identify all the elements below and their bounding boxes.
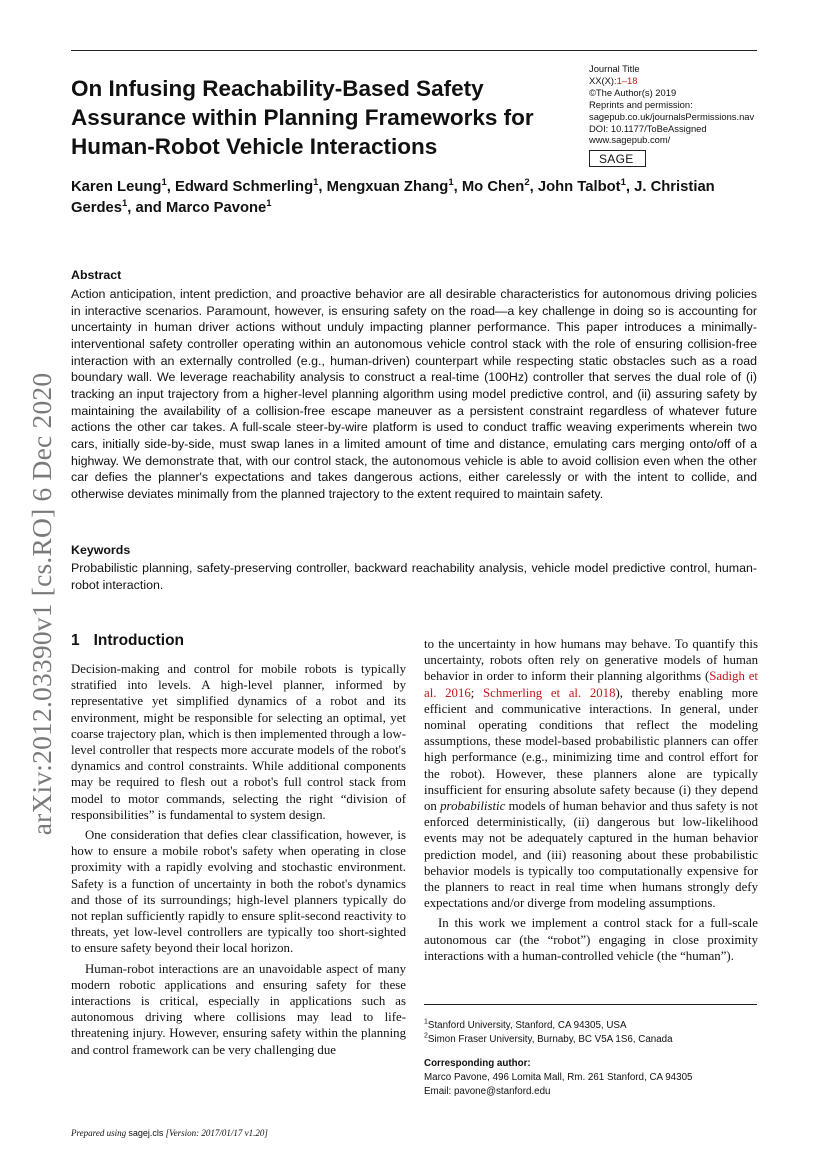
keywords-text: Probabilistic planning, safety-preserving controller, backward reachability analysis, vehicle model predictive control, human-robot interaction. [71, 561, 757, 592]
author-name: Mo Chen [461, 179, 525, 195]
journal-reprints-url: sagepub.co.uk/journalsPermissions.nav [589, 110, 755, 122]
footnote-rule [424, 1004, 757, 1005]
citation-link-schmerling[interactable]: Schmerling et al. 2018 [483, 685, 616, 700]
author-separator: , [529, 179, 538, 195]
header-rule [71, 50, 757, 51]
affiliation-2: $^2$Simon Fraser University, Burnaby, BC V5A 1S6, Canada [424, 1032, 673, 1045]
journal-url: www.sagepub.com/ [589, 134, 671, 146]
author-name: Edward Schmerling [174, 179, 314, 195]
emphasis-probabilistic: probabilistic [440, 799, 506, 814]
journal-doi: DOI: 10.1177/ToBeAssigned [589, 122, 707, 134]
author-affiliation-mark: 1 [161, 177, 167, 189]
section-title: Introduction [93, 632, 185, 649]
journal-title: Journal Title [589, 63, 640, 74]
author-separator: , and [127, 200, 166, 216]
intro-paragraph-1: Decision-making and control for mobile robots is typically stratified into levels. A high-level planner, informed by representative yet simplified dynamics of a robot and its environment, might be responsible for selecting an optimal, yet coarse trajectory plan, which is then implemented through a low-level controller that respects more accurate models of the robot's dynamics and control constraints. While additional components may be required to flesh out a robot's full control stack from model to motor commands, selecting the right “division of responsibilities” is fundamental to system design. [71, 662, 406, 822]
author-name: John Talbot [537, 179, 621, 195]
author-separator: , [318, 179, 327, 195]
intro-paragraph-4: to the uncertainty in how humans may behave. To quantify this uncertainty, robots often rely on generative models of human behavior in order to inform their planning algorithms (Sadigh et al. 2016; Schmerling et al. 2018), thereby enabling more efficient and communicative interactions. In general, under nominal operating conditions that reflect the modeling assumptions, these model-based probabilistic planners can offer high performance (e.g., minimizing time and control effort for the robot). However, these planners alone are typically insufficient for ensuring absolute safety because (i) they depend on probabilistic models of human behavior and thus safety is not enforced deterministically, (ii) dangerous but low-likelihood events may not be adequately captured in the human behavior prediction model, and (iii) reasoning about these probabilistic behavior models is typically too computationally expensive for the planners to react in real time when humans strongly defy expectations and/or diverge from modeling assumptions. [424, 637, 758, 911]
author-name: Karen Leung [71, 179, 162, 195]
abstract-text: Action anticipation, intent prediction, and proactive behavior are all desirable characteristics for autonomous driving policies in interactive scenarios. Paramount, however, is ensuring safety on the road—a key challenge in doing so is accounting for uncertainty in human driver actions without unduly impacting planner performance. This paper introduces a minimally-interventional safety controller operating within an autonomous vehicle control stack with the role of ensuring collision-free interaction with an externally controlled (e.g., human-driven) counterpart while respecting static obstacles such as a road boundary wall. We leverage reachability analysis to construct a real-time (100Hz) controller that serves the dual role of (i) tracking an input trajectory from a higher-level planning algorithm using model predictive control, and (ii) assuring safety by maintaining the availability of a collision-free escape maneuver as a persistent constraint regardless of whatever future actions the other car takes. A full-scale steer-by-wire platform is used to conduct traffic weaving experiments wherein two cars, initially side-by-side, must swap lanes in a limited amount of time and distance, emulating cars merging onto/off of a highway. We demonstrate that, with our control stack, the autonomous vehicle is able to avoid collision even when the other car defies the planner's expectations and takes dangerous actions, either carelessly or with the intent to collide, and otherwise deviates minimally from the planned trajectory to the extent required to maintain safety. [71, 287, 757, 501]
author-affiliation-mark: 1 [448, 177, 454, 189]
sage-logo: SAGE [589, 150, 646, 167]
affiliation-1: $^1$Stanford University, Stanford, CA 94305, USA [424, 1018, 627, 1031]
intro-paragraph-5: In this work we implement a control stack for a full-scale autonomous car (the “robot”) engaging in close proximity interactions with a human-controlled vehicle (the “human”). [424, 916, 758, 963]
journal-info [589, 63, 764, 167]
paper-title: On Infusing Reachability-Based Safety Assurance within Planning Frameworks for Human-Robot Vehicle Interactions [71, 76, 534, 159]
corresponding-author-email[interactable]: Email: pavone@stanford.edu [424, 1086, 551, 1097]
author-affiliation-mark: 1 [266, 198, 272, 210]
abstract-heading: Abstract [71, 268, 122, 282]
prepared-using-footer: Prepared using sagej.cls [Version: 2017/01/17 v1.20] [71, 1128, 268, 1138]
section-heading-introduction [71, 632, 184, 650]
right-column [424, 636, 758, 968]
intro-paragraph-3: Human-robot interactions are an unavoidable aspect of many modern robotic applications and ensuring safety for these interactions is critical, especially in applications such as autonomous driving where collisions may lead to life-threatening injury. However, ensuring safety within the planning and control framework can be very challenging due [71, 961, 406, 1057]
author-separator: , [166, 179, 175, 195]
journal-volume: XX(X):1–18 [589, 74, 638, 86]
author-affiliation-mark: 1 [122, 198, 128, 210]
journal-pages-link[interactable]: 1–18 [616, 74, 638, 86]
footnotes [424, 1019, 759, 1099]
journal-copyright: ©The Author(s) 2019 [589, 86, 677, 98]
section-number: 1 [71, 632, 80, 649]
author-separator: , [625, 179, 635, 195]
author-name: Marco Pavone [165, 200, 267, 216]
author-separator: , [453, 179, 462, 195]
citation-link-sadigh[interactable]: Sadigh et al. 2016 [424, 669, 758, 700]
left-column [71, 661, 406, 1062]
author-affiliation-mark: 1 [313, 177, 319, 189]
author-name: Mengxuan Zhang [326, 179, 449, 195]
author-list [71, 177, 761, 219]
corresponding-author-heading: Corresponding author: [424, 1058, 531, 1069]
keywords-heading: Keywords [71, 543, 131, 557]
journal-reprints: Reprints and permission: [589, 98, 693, 110]
author-affiliation-mark: 2 [524, 177, 530, 189]
author-name: J. Christian Gerdes [71, 179, 715, 216]
intro-paragraph-2: One consideration that defies clear classification, however, is how to ensure a mobile robot's safety when operating in close proximity with a rapidly evolving and stochastic environment. Safety is a function of uncertainty in both the robot's dynamics and those of its surroundings; high-level planners typically do not replan sufficiently rapidly to ensure split-second reactivity to threats, yet low-level controllers are typically too short-sighted to ensure safety beyond their local horizon. [71, 828, 406, 956]
corresponding-author-address: Marco Pavone, 496 Lomita Mall, Rm. 261 Stanford, CA 94305 [424, 1072, 693, 1083]
arxiv-identifier-stamp: arXiv:2012.03390v1 [cs.RO] 6 Dec 2020 [26, 372, 57, 836]
author-affiliation-mark: 1 [620, 177, 626, 189]
